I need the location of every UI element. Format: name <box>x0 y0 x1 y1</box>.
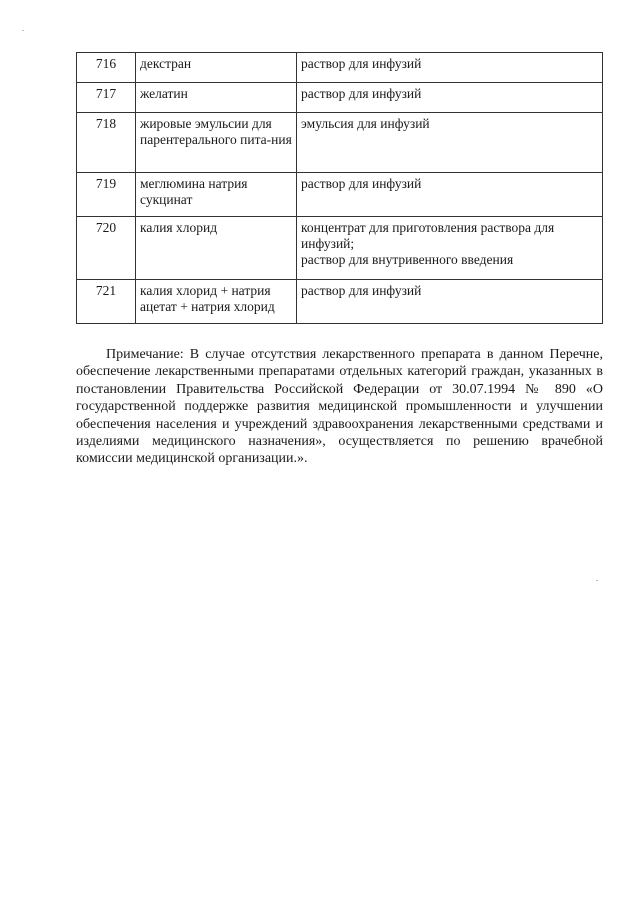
dosage-form-line: концентрат для приготовления раствора для инфузий; <box>301 220 555 251</box>
drug-list-table <box>76 52 603 324</box>
footnote-paragraph: Примечание: В случае отсутствия лекарственного препарата в данном Перечне, обеспечение лекарственными препаратами отдельных категорий граждан, указанных в постановлении Правительства Российской Федерации от 30.07.1994 № 890 «О государственной поддержке развития медицинской промышленности и улучшении обеспечения населения и учреждений здравоохранения лекарственными средствами и изделиями медицинского назначения», осуществляется по решению врачебной комиссии медицинской организации.». <box>76 347 603 467</box>
row-number: 718 <box>77 113 136 173</box>
dosage-form-line: эмульсия для инфузий <box>301 116 430 131</box>
drug-name: жировые эмульсии для парентерального пита-ния <box>136 113 297 173</box>
drug-name: калия хлорид <box>136 217 297 280</box>
scan-speck <box>22 30 24 31</box>
table-row <box>77 113 603 173</box>
row-number: 719 <box>77 173 136 217</box>
row-number: 716 <box>77 53 136 83</box>
table-row <box>77 53 603 83</box>
dosage-form <box>297 280 603 324</box>
dosage-form <box>297 53 603 83</box>
row-number: 717 <box>77 83 136 113</box>
drug-name: желатин <box>136 83 297 113</box>
drug-list-body <box>77 53 603 324</box>
row-number: 720 <box>77 217 136 280</box>
dosage-form-line: раствор для инфузий <box>301 86 422 101</box>
dosage-form <box>297 83 603 113</box>
dosage-form-line: раствор для инфузий <box>301 176 422 191</box>
drug-name: калия хлорид + натрия ацетат + натрия хлорид <box>136 280 297 324</box>
table-row <box>77 280 603 324</box>
drug-name: декстран <box>136 53 297 83</box>
drug-name: меглюмина натрия сукцинат <box>136 173 297 217</box>
row-number: 721 <box>77 280 136 324</box>
scan-speck <box>596 580 598 581</box>
dosage-form <box>297 217 603 280</box>
table-row <box>77 173 603 217</box>
dosage-form-line: раствор для инфузий <box>301 56 422 71</box>
dosage-form-line: раствор для внутривенного введения <box>301 252 514 267</box>
dosage-form <box>297 113 603 173</box>
dosage-form <box>297 173 603 217</box>
table-row <box>77 217 603 280</box>
table-row <box>77 83 603 113</box>
dosage-form-line: раствор для инфузий <box>301 283 422 298</box>
